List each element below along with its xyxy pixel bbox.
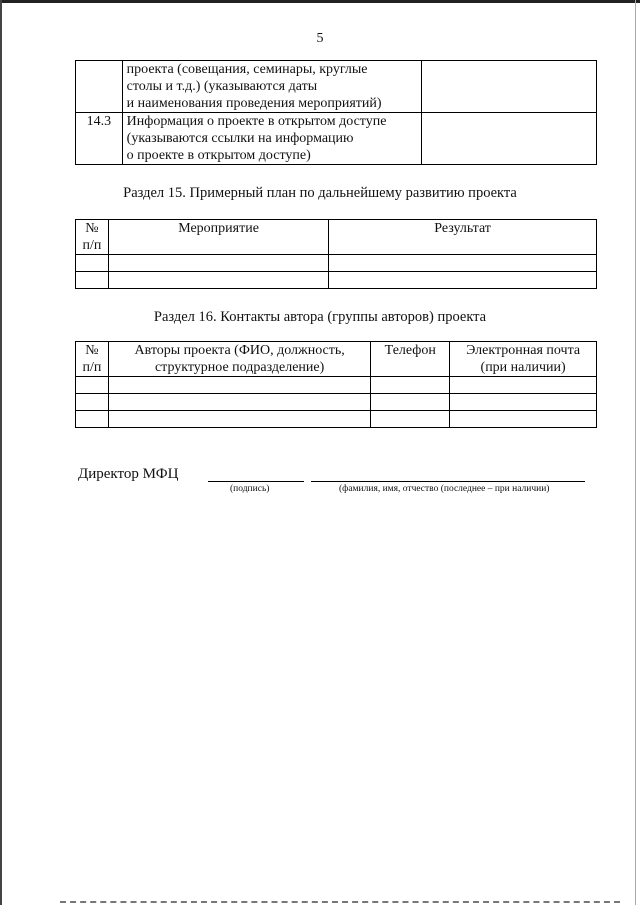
signature-caption: (подпись) [230,484,270,494]
header-email-line: Электронная почта [466,343,581,358]
header-num-line: № [85,343,99,358]
empty-cell[interactable] [371,377,450,394]
full-name-caption: (фамилия, имя, отчество (последнее – при наличии) [339,484,550,494]
empty-cell[interactable] [76,272,109,289]
scan-border-left [0,0,2,905]
table-row [76,113,597,165]
empty-cell[interactable] [450,377,597,394]
empty-cell[interactable] [371,394,450,411]
header-email-line: (при наличии) [480,360,566,375]
section-16-heading: Раздел 16. Контакты автора (группы авторов) проекта [153,309,487,325]
empty-cell[interactable] [76,411,109,428]
header-num [76,342,109,377]
header-authors-line: Авторы проекта (ФИО, должность, [134,343,345,358]
description-line: о проекте в открытом доступе) [126,148,311,163]
empty-cell[interactable] [108,394,370,411]
header-email [450,342,597,377]
empty-cell[interactable] [76,255,109,272]
table-row [76,61,597,113]
table-section-16 [75,341,597,428]
header-phone: Телефон [371,342,450,377]
description-line: проекта (совещания, семинары, круглые [126,62,368,77]
description-line: столы и т.д.) (указываются даты [126,79,318,94]
row-description [122,113,422,165]
table-row [76,255,597,272]
page-number: 5 [316,31,324,46]
empty-cell[interactable] [329,272,597,289]
signature-line[interactable] [208,481,304,482]
table-section-14 [75,60,597,165]
row-number [76,61,123,113]
empty-cell[interactable] [108,255,328,272]
empty-cell[interactable] [76,377,109,394]
table-header-row [76,342,597,377]
header-num-line: п/п [82,360,102,375]
empty-cell[interactable] [108,377,370,394]
empty-cell[interactable] [371,411,450,428]
empty-cell[interactable] [76,394,109,411]
section-15-heading: Раздел 15. Примерный план по дальнейшему развитию проекта [123,185,517,201]
header-result: Результат [329,220,597,255]
table-row [76,272,597,289]
row-number: 14.3 [76,113,123,165]
header-event: Мероприятие [108,220,328,255]
scan-border-top [0,0,640,3]
table-row [76,411,597,428]
scan-border-bottom [60,901,620,903]
table-header-row [76,220,597,255]
empty-cell[interactable] [329,255,597,272]
description-line: и наименования проведения мероприятий) [126,96,382,111]
full-name-line[interactable] [311,481,585,482]
empty-cell[interactable] [450,411,597,428]
header-authors-line: структурное подразделение) [154,360,325,375]
empty-cell[interactable] [108,411,370,428]
table-section-15 [75,219,597,289]
description-line: (указываются ссылки на информацию [126,131,354,146]
header-num-line: № [85,221,99,236]
empty-cell[interactable] [450,394,597,411]
row-value-cell[interactable] [422,61,597,113]
row-value-cell[interactable] [422,113,597,165]
director-label: Директор МФЦ [78,466,179,482]
row-description [122,61,422,113]
header-num [76,220,109,255]
header-authors [108,342,370,377]
table-row [76,394,597,411]
scan-border-right [635,0,636,905]
header-num-line: п/п [82,238,102,253]
description-line: Информация о проекте в открытом доступе [126,114,387,129]
table-row [76,377,597,394]
empty-cell[interactable] [108,272,328,289]
